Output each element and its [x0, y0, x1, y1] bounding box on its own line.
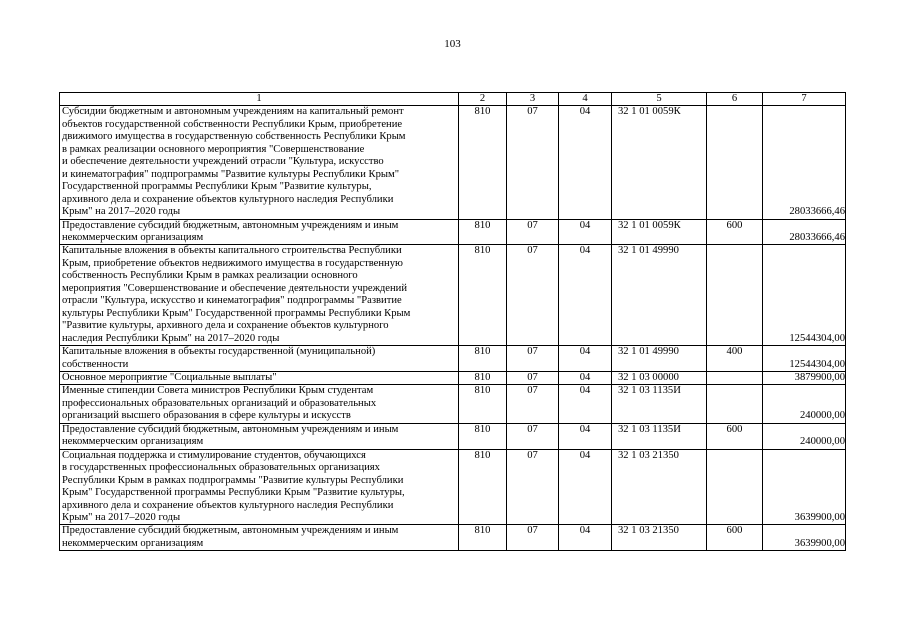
amount: 12544304,00 — [763, 245, 846, 346]
row-name-line: в рамках реализации основного мероприятия "Совершенствование — [62, 143, 365, 155]
row-name-line: Предоставление субсидий бюджетным, автономным учреждениям и иным — [62, 525, 399, 537]
row-name-line: Основное мероприятие "Социальные выплаты" — [62, 371, 277, 383]
amount: 3639900,00 — [763, 525, 846, 551]
ministry-code: 810 — [459, 219, 507, 245]
row-name-line: Социальная поддержка и стимулирование студентов, обучающихся — [62, 449, 366, 461]
ministry-code: 810 — [459, 106, 507, 219]
table-row — [60, 385, 846, 423]
row-name-line: организаций высшего образования в сфере культуры и искусств — [62, 410, 351, 422]
ministry-code: 810 — [459, 525, 507, 551]
row-name-line: Республики Крым в рамках подпрограммы "Развитие культуры Республики — [62, 474, 404, 486]
subsection-code: 04 — [559, 106, 612, 219]
row-name-line: некоммерческим организациям — [62, 231, 204, 243]
table-row — [60, 449, 846, 525]
target-article-code: 32 1 03 1135И — [612, 423, 707, 449]
col-header-3: 3 — [507, 93, 559, 106]
row-name-line: Крым" на 2017–2020 годы — [62, 206, 181, 218]
row-name — [60, 106, 459, 219]
section-code: 07 — [507, 219, 559, 245]
row-name — [60, 245, 459, 346]
row-name — [60, 385, 459, 423]
target-article-code: 32 1 03 21350 — [612, 449, 707, 525]
amount: 3879900,00 — [763, 371, 846, 384]
expense-type-code: 600 — [707, 423, 763, 449]
col-header-4: 4 — [559, 93, 612, 106]
row-name-line: и обеспечение деятельности учреждений отрасли "Культура, искусство — [62, 156, 384, 168]
expense-type-code — [707, 385, 763, 423]
col-header-6: 6 — [707, 93, 763, 106]
amount: 240000,00 — [763, 423, 846, 449]
section-code: 07 — [507, 346, 559, 372]
table-row — [60, 423, 846, 449]
expense-type-code: 600 — [707, 525, 763, 551]
subsection-code: 04 — [559, 371, 612, 384]
subsection-code: 04 — [559, 385, 612, 423]
row-name-line: архивного дела и сохранение объектов культурного наследия Республики — [62, 193, 394, 205]
row-name-line: Капитальные вложения в объекты государственной (муниципальной) — [62, 346, 376, 358]
row-name-line: мероприятия "Совершенствование и обеспечение деятельности учреждений — [62, 282, 407, 294]
target-article-code: 32 1 01 0059К — [612, 106, 707, 219]
expense-type-code — [707, 371, 763, 384]
target-article-code: 32 1 01 49990 — [612, 346, 707, 372]
section-code: 07 — [507, 423, 559, 449]
table-row — [60, 525, 846, 551]
row-name-line: "Развитие культуры, архивного дела и сохранение объектов культурного — [62, 320, 389, 332]
row-name — [60, 219, 459, 245]
row-name — [60, 346, 459, 372]
row-name-line: некоммерческим организациям — [62, 537, 204, 549]
amount: 240000,00 — [763, 385, 846, 423]
col-header-7: 7 — [763, 93, 846, 106]
row-name — [60, 371, 459, 384]
ministry-code: 810 — [459, 346, 507, 372]
ministry-code: 810 — [459, 423, 507, 449]
header-row — [60, 93, 846, 106]
expense-type-code — [707, 245, 763, 346]
target-article-code: 32 1 03 21350 — [612, 525, 707, 551]
target-article-code: 32 1 01 0059К — [612, 219, 707, 245]
table-row — [60, 245, 846, 346]
expense-type-code — [707, 106, 763, 219]
col-header-1: 1 — [60, 93, 459, 106]
col-header-2: 2 — [459, 93, 507, 106]
expense-type-code: 600 — [707, 219, 763, 245]
section-code: 07 — [507, 371, 559, 384]
row-name-line: Капитальные вложения в объекты капитального строительства Республики — [62, 245, 402, 257]
expense-type-code — [707, 449, 763, 525]
row-name-line: Государственной программы Республики Крым "Развитие культуры, — [62, 181, 372, 193]
row-name-line: Предоставление субсидий бюджетным, автономным учреждениям и иным — [62, 219, 399, 231]
expense-type-code: 400 — [707, 346, 763, 372]
amount: 12544304,00 — [763, 346, 846, 372]
section-code: 07 — [507, 245, 559, 346]
row-name-line: движимого имущества в государственную собственность Республики Крым — [62, 131, 406, 143]
subsection-code: 04 — [559, 245, 612, 346]
row-name-line: архивного дела и сохранение объектов культурного наследия Республики — [62, 499, 394, 511]
row-name-line: Субсидии бюджетным и автономным учреждениям на капитальный ремонт — [62, 106, 404, 118]
table-row — [60, 106, 846, 219]
subsection-code: 04 — [559, 449, 612, 525]
ministry-code: 810 — [459, 371, 507, 384]
ministry-code: 810 — [459, 385, 507, 423]
amount: 3639900,00 — [763, 449, 846, 525]
target-article-code: 32 1 01 49990 — [612, 245, 707, 346]
target-article-code: 32 1 03 1135И — [612, 385, 707, 423]
row-name-line: собственности — [62, 358, 129, 370]
table-row — [60, 219, 846, 245]
row-name-line: профессиональных образовательных организаций и образовательных — [62, 397, 377, 409]
row-name-line: культуры Республики Крым" Государственной программы Республики Крым — [62, 307, 411, 319]
row-name-line: некоммерческим организациям — [62, 436, 204, 448]
row-name-line: и кинематография" подпрограммы "Развитие культуры Республики Крым" — [62, 168, 400, 180]
row-name — [60, 423, 459, 449]
subsection-code: 04 — [559, 423, 612, 449]
budget-table — [59, 92, 846, 551]
col-header-5: 5 — [612, 93, 707, 106]
row-name-line: Именные стипендии Совета министров Республики Крым студентам — [62, 385, 374, 397]
table-row — [60, 346, 846, 372]
row-name-line: Крым, приобретение объектов недвижимого имущества в государственную — [62, 257, 403, 269]
section-code: 07 — [507, 449, 559, 525]
subsection-code: 04 — [559, 525, 612, 551]
amount: 28033666,46 — [763, 219, 846, 245]
subsection-code: 04 — [559, 346, 612, 372]
row-name — [60, 525, 459, 551]
row-name-line: в государственных профессиональных образовательных организациях — [62, 462, 380, 474]
ministry-code: 810 — [459, 449, 507, 525]
row-name-line: отрасли "Культура, искусство и кинематография" подпрограммы "Развитие — [62, 295, 402, 307]
row-name-line: Предоставление субсидий бюджетным, автономным учреждениям и иным — [62, 423, 399, 435]
section-code: 07 — [507, 525, 559, 551]
row-name-line: собственность Республики Крым в рамках реализации основного — [62, 270, 358, 282]
row-name-line: наследия Республики Крым" на 2017–2020 годы — [62, 332, 280, 344]
target-article-code: 32 1 03 00000 — [612, 371, 707, 384]
amount: 28033666,46 — [763, 106, 846, 219]
subsection-code: 04 — [559, 219, 612, 245]
row-name-line: Крым" Государственной программы Республики Крым "Развитие культуры, — [62, 487, 405, 499]
row-name — [60, 449, 459, 525]
table-row — [60, 371, 846, 384]
section-code: 07 — [507, 385, 559, 423]
section-code: 07 — [507, 106, 559, 219]
row-name-line: Крым" на 2017–2020 годы — [62, 511, 181, 523]
ministry-code: 810 — [459, 245, 507, 346]
page-number: 103 — [444, 38, 461, 50]
row-name-line: объектов государственной собственности Республики Крым, приобретение — [62, 118, 403, 130]
